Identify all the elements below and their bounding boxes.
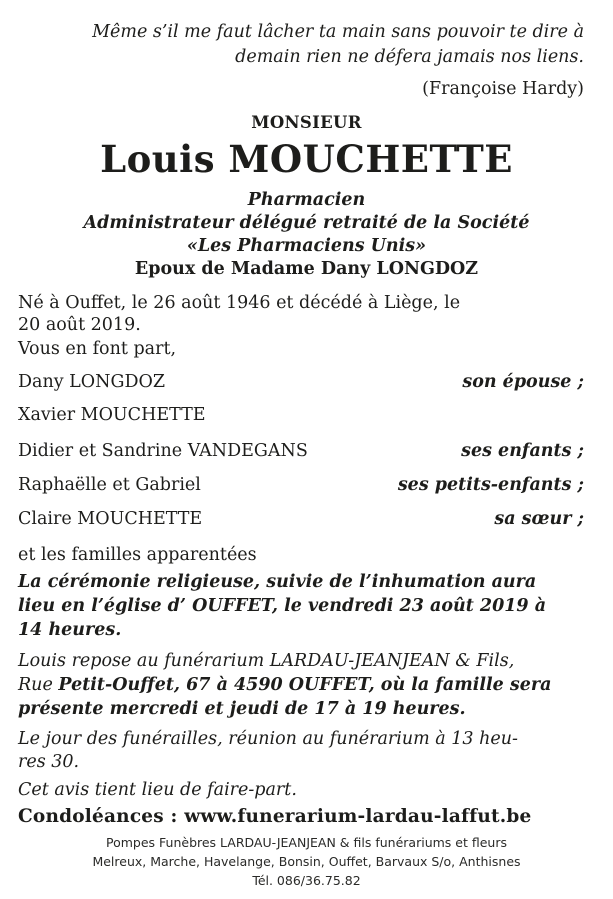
condolences — [18, 806, 532, 827]
family-relation: son épouse ; — [462, 372, 584, 392]
family-row — [18, 405, 584, 429]
funeral-day-line-1: Le jour des funérailles, réunion au funérarium à 13 heu- — [18, 729, 518, 749]
footer-line-2: Melreux, Marche, Havelange, Bonsin, Ouffet, Barvaux S/o, Anthisnes — [92, 854, 521, 869]
condolences-label: Condoléances : — [18, 806, 178, 827]
birth-line-2: 20 août 2019. — [18, 315, 141, 335]
deceased-role-2: Administrateur délégué retraité de la Société — [83, 213, 530, 233]
deceased-role-3: «Les Pharmaciens Unis» — [186, 236, 427, 256]
condolences-url[interactable]: www.funerarium-lardau-laffut.be — [184, 806, 532, 827]
repose-line-2 — [18, 674, 593, 696]
epigraph-line-2: demain rien ne défera jamais nos liens. — [235, 47, 584, 67]
repose-address: Petit-Ouffet, 67 à 4590 OUFFET, où la famille sera — [58, 675, 552, 695]
birth-line-1: Né à Ouffet, le 26 août 1946 et décédé à Liège, le — [18, 293, 461, 313]
deceased-name: Louis MOUCHETTE — [100, 137, 513, 181]
deceased-title: MONSIEUR — [251, 113, 362, 132]
family-relation: ses enfants ; — [461, 441, 584, 461]
family-relation: sa sœur ; — [494, 509, 584, 529]
birth-line-3: Vous en font part, — [18, 339, 177, 359]
family-member-name: Dany LONGDOZ — [18, 372, 165, 392]
deceased-spouse: Epoux de Madame Dany LONGDOZ — [134, 259, 479, 279]
family-member-name: Claire MOUCHETTE — [18, 509, 203, 529]
footer-phone: Tél. 086/36.75.82 — [252, 873, 361, 888]
relatives-line: et les familles apparentées — [18, 545, 257, 565]
epigraph-source: (Françoise Hardy) — [422, 79, 584, 99]
ceremony-line-1: La cérémonie religieuse, suivie de l’inhumation aura — [18, 572, 537, 592]
repose-line-3: présente mercredi et jeudi de 17 à 19 heures. — [18, 699, 466, 719]
ceremony-line-2: lieu en l’église d’ OUFFET, le vendredi 23 août 2019 à — [18, 596, 547, 616]
family-row — [18, 372, 584, 396]
family-member-name: Xavier MOUCHETTE — [18, 405, 206, 425]
footer-line-1: Pompes Funèbres LARDAU-JEANJEAN & fils funérariums et fleurs — [106, 835, 507, 850]
ceremony-line-3: 14 heures. — [18, 620, 122, 640]
family-relation: ses petits-enfants ; — [397, 475, 584, 495]
family-row — [18, 441, 584, 465]
repose-line-2-prefix: Rue — [18, 675, 59, 695]
family-row — [18, 509, 584, 533]
family-row — [18, 475, 584, 499]
epigraph-line-1: Même s’il me faut lâcher ta main sans pouvoir te dire à — [92, 22, 584, 42]
family-member-name: Raphaëlle et Gabriel — [18, 475, 201, 495]
family-member-name: Didier et Sandrine VANDEGANS — [18, 441, 308, 461]
deceased-role-1: Pharmacien — [247, 190, 366, 210]
repose-line-1: Louis repose au funérarium LARDAU-JEANJEAN & Fils, — [18, 651, 515, 671]
funeral-day-line-2: res 30. — [18, 752, 80, 772]
notice-line: Cet avis tient lieu de faire-part. — [18, 780, 297, 800]
